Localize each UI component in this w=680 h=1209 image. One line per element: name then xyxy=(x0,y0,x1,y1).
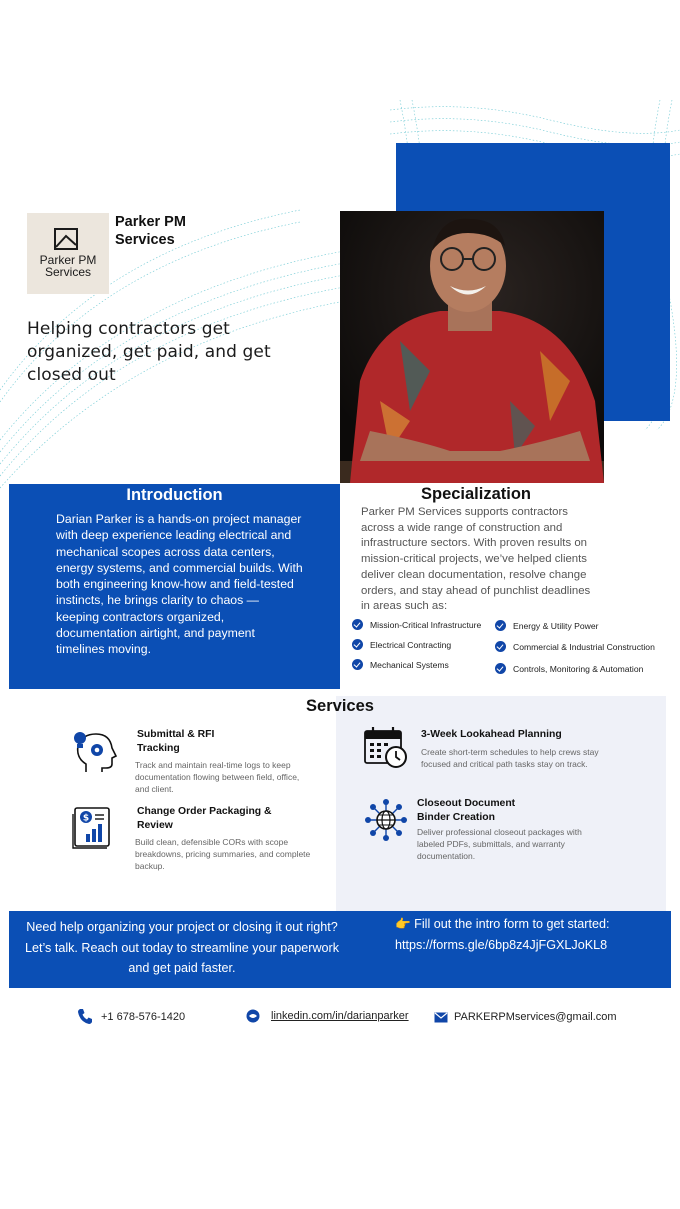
head-gear-bulb-icon xyxy=(72,728,118,774)
service-title xyxy=(417,797,515,825)
call-to-action-banner xyxy=(9,911,671,988)
specialization-title: Specialization xyxy=(420,485,532,503)
specialization-item-label: Mission-Critical Infrastructure xyxy=(370,619,482,630)
email-icon xyxy=(434,1012,448,1023)
service-title xyxy=(421,728,562,742)
tagline: Helping contractors get organized, get paid, and get closed out xyxy=(27,319,271,385)
specialization-item xyxy=(495,663,643,674)
checkmark-icon xyxy=(495,641,506,652)
service-title-line2: Tracking xyxy=(137,743,180,754)
specialization-item-label: Commercial & Industrial Construction xyxy=(513,641,655,652)
services-title: Services xyxy=(306,697,374,715)
email-address: PARKERPMservices@gmail.com xyxy=(454,1011,617,1023)
linkedin-link[interactable]: linkedin.com/in/darianparker xyxy=(271,1010,409,1022)
intro-form-link[interactable]: https://forms.gle/6bp8z4JjFGXLJoKL8 xyxy=(395,937,608,952)
linkedin-icon xyxy=(246,1009,260,1023)
service-description: Track and maintain real-time logs to keep documentation flowing between field, office, and client. xyxy=(135,760,300,794)
checkmark-icon xyxy=(352,659,363,670)
calendar-clock-icon xyxy=(363,726,409,770)
checkmark-icon xyxy=(352,639,363,650)
specialization-item xyxy=(352,639,451,650)
contact-email[interactable] xyxy=(434,1011,617,1023)
logo-text-line2: Services xyxy=(44,265,91,279)
contact-phone[interactable] xyxy=(77,1008,185,1025)
introduction-section xyxy=(9,484,340,689)
specialization-item-label: Controls, Monitoring & Automation xyxy=(513,663,644,674)
specialization-item-label: Energy & Utility Power xyxy=(513,620,599,631)
service-title-line2: Binder Creation xyxy=(417,812,495,823)
specialization-body: Parker PM Services supports contractors across a wide range of construction and infrastructure sectors. With proven results on mission-critical projects, we’ve helped clients deliver clean documentation, resolve change orders, and stay ahead of punchlist deadlines in areas such as: xyxy=(361,506,591,613)
cta-message-line1: Need help organizing your project or closing it out right? xyxy=(26,920,338,934)
checkmark-icon xyxy=(352,619,363,630)
service-description: Build clean, defensible CORs with scope breakdowns, pricing summaries, and complete backup. xyxy=(135,837,311,871)
phone-number: +1 678-576-1420 xyxy=(101,1010,186,1023)
brand-name-line1: Parker PM xyxy=(115,214,186,230)
checkmark-icon xyxy=(495,663,506,674)
brand-name xyxy=(115,213,225,249)
service-title xyxy=(137,805,272,833)
service-title-line1: Submittal & RFI xyxy=(137,729,215,740)
service-title-line2: Review xyxy=(137,820,173,831)
logo xyxy=(27,213,109,294)
introduction-body: Darian Parker is a hands-on project manager with deep experience leading electrical and mechanical scopes across data centers, energy systems, and commercial builds. With both engineering know-how and field-tested instincts, he brings clarity to chaos — keeping contractors organized, documentation airtight, and payment timelines moving. xyxy=(56,512,303,657)
introduction-title: Introduction xyxy=(126,486,223,504)
specialization-item xyxy=(495,620,599,631)
cta-form-info xyxy=(395,914,655,955)
cta-message xyxy=(17,917,347,979)
service-title xyxy=(137,728,214,756)
specialization-item xyxy=(352,659,449,670)
specialization-item-label: Mechanical Systems xyxy=(370,659,449,670)
logo-text xyxy=(27,254,109,278)
logo-image-icon xyxy=(53,228,81,252)
service-title-line1: 3-Week Lookahead Planning xyxy=(421,729,562,740)
service-title-line1: Closeout Document xyxy=(417,798,516,809)
cta-message-line3: and get paid faster. xyxy=(128,961,236,975)
specialization-item xyxy=(352,619,481,630)
specialization-item xyxy=(495,641,655,652)
service-description: Deliver professional closeout packages with labeled PDFs, submittals, and warranty documentation. xyxy=(417,827,582,861)
service-title-line1: Change Order Packaging & xyxy=(137,806,272,817)
checkmark-icon xyxy=(495,620,506,631)
cta-form-prompt: 👉 Fill out the intro form to get started: xyxy=(395,917,610,931)
cta-message-line2: Let’s talk. Reach out today to streamline your paperwork xyxy=(24,940,340,955)
globe-network-icon xyxy=(364,798,408,842)
service-description: Create short-term schedules to help crews stay focused and critical path tasks stay on track. xyxy=(421,747,599,769)
svg-text:$: $ xyxy=(82,813,90,824)
portrait-photo xyxy=(340,211,604,483)
contact-linkedin[interactable] xyxy=(246,1009,409,1023)
brand-name-line2: Services xyxy=(115,232,175,248)
financial-report-icon xyxy=(71,806,115,850)
logo-text-line1: Parker PM xyxy=(39,253,97,267)
phone-icon xyxy=(77,1008,93,1025)
specialization-item-label: Electrical Contracting xyxy=(370,639,452,650)
